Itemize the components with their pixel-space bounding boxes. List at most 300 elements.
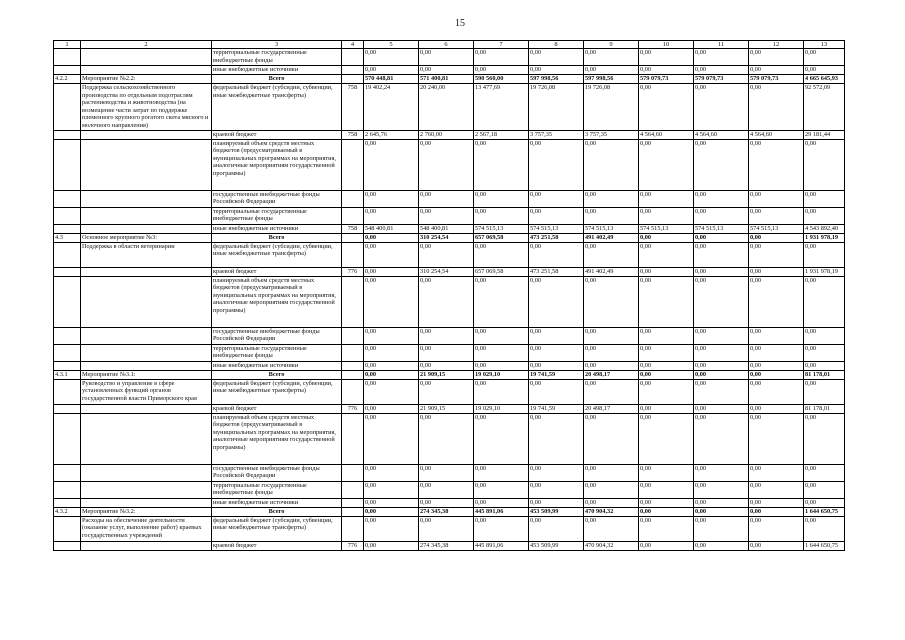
amount-cell: 0,00 xyxy=(804,464,845,481)
budget-code-cell xyxy=(342,242,364,267)
amount-cell: 0,00 xyxy=(529,464,584,481)
amount-cell: 597 998,56 xyxy=(529,75,584,84)
budget-code-cell xyxy=(342,507,364,516)
amount-cell: 1 644 650,75 xyxy=(804,507,845,516)
amount-cell: 20 240,00 xyxy=(419,84,474,131)
funding-source-cell: государственные внебюджетные фонды Российской Федерации xyxy=(212,327,342,344)
amount-cell: 491 402,49 xyxy=(584,267,639,276)
activity-name-cell xyxy=(81,481,212,498)
amount-cell: 0,00 xyxy=(364,242,419,267)
row-number-cell xyxy=(54,327,81,344)
funding-source-cell: иные внебюджетные источники xyxy=(212,361,342,370)
budget-code-cell xyxy=(342,413,364,464)
amount-cell: 0,00 xyxy=(474,49,529,66)
amount-cell: 310 254,54 xyxy=(419,233,474,242)
amount-cell: 0,00 xyxy=(694,379,749,404)
budget-code-cell xyxy=(342,49,364,66)
amount-cell: 0,00 xyxy=(804,242,845,267)
amount-cell: 29 181,44 xyxy=(804,130,845,139)
budget-code-cell xyxy=(342,207,364,224)
amount-cell: 0,00 xyxy=(419,276,474,327)
amount-cell: 0,00 xyxy=(639,84,694,131)
funding-source-cell: краевой бюджет xyxy=(212,404,342,413)
row-number-cell xyxy=(54,267,81,276)
amount-cell: 0,00 xyxy=(639,481,694,498)
amount-cell: 574 515,13 xyxy=(694,224,749,233)
amount-cell: 0,00 xyxy=(639,233,694,242)
amount-cell: 81 178,01 xyxy=(804,404,845,413)
activity-name-cell xyxy=(81,224,212,233)
amount-cell: 0,00 xyxy=(749,379,804,404)
table-row xyxy=(54,224,845,233)
amount-cell: 0,00 xyxy=(749,233,804,242)
amount-cell: 0,00 xyxy=(694,413,749,464)
amount-cell: 0,00 xyxy=(474,481,529,498)
amount-cell: 0,00 xyxy=(364,370,419,379)
amount-cell: 0,00 xyxy=(749,498,804,507)
activity-name-cell xyxy=(81,190,212,207)
amount-cell: 0,00 xyxy=(364,464,419,481)
amount-cell: 0,00 xyxy=(804,516,845,541)
amount-cell: 0,00 xyxy=(364,404,419,413)
activity-name-cell: Мероприятие №3.1: xyxy=(81,370,212,379)
amount-cell: 0,00 xyxy=(639,404,694,413)
amount-cell: 570 448,81 xyxy=(364,75,419,84)
amount-cell: 0,00 xyxy=(584,361,639,370)
table-row xyxy=(54,361,845,370)
amount-cell: 0,00 xyxy=(694,267,749,276)
amount-cell: 19 029,10 xyxy=(474,370,529,379)
amount-cell: 0,00 xyxy=(364,507,419,516)
table-row xyxy=(54,481,845,498)
amount-cell: 0,00 xyxy=(639,541,694,550)
amount-cell: 0,00 xyxy=(419,207,474,224)
amount-cell: 0,00 xyxy=(639,413,694,464)
amount-cell: 0,00 xyxy=(474,327,529,344)
amount-cell: 0,00 xyxy=(694,66,749,75)
amount-cell: 19 402,24 xyxy=(364,84,419,131)
column-number: 11 xyxy=(694,41,749,49)
row-number-cell: 4.3.2 xyxy=(54,507,81,516)
amount-cell: 0,00 xyxy=(584,516,639,541)
funding-source-cell: территориальные государственные внебюджетные фонды xyxy=(212,481,342,498)
amount-cell: 0,00 xyxy=(749,481,804,498)
budget-code-cell xyxy=(342,464,364,481)
amount-cell: 0,00 xyxy=(529,379,584,404)
table-row xyxy=(54,516,845,541)
amount-cell: 19 741,59 xyxy=(529,370,584,379)
amount-cell: 0,00 xyxy=(419,498,474,507)
amount-cell: 0,00 xyxy=(364,481,419,498)
funding-source-cell: иные внебюджетные источники xyxy=(212,66,342,75)
amount-cell: 0,00 xyxy=(749,242,804,267)
activity-name-cell xyxy=(81,541,212,550)
amount-cell: 0,00 xyxy=(584,481,639,498)
row-number-cell: 4.2.2 xyxy=(54,75,81,84)
amount-cell: 0,00 xyxy=(364,190,419,207)
funding-source-cell: государственные внебюджетные фонды Российской Федерации xyxy=(212,464,342,481)
amount-cell: 0,00 xyxy=(529,276,584,327)
budget-code-cell xyxy=(342,233,364,242)
activity-name-cell: Основное мероприятие №3: xyxy=(81,233,212,242)
amount-cell: 0,00 xyxy=(584,379,639,404)
funding-source-cell: федеральный бюджет (субсидии, субвенции, иные межбюджетные трансферты) xyxy=(212,242,342,267)
funding-source-cell: Всего xyxy=(212,370,342,379)
amount-cell: 0,00 xyxy=(639,361,694,370)
amount-cell: 0,00 xyxy=(694,464,749,481)
table-row xyxy=(54,49,845,66)
amount-cell: 19 029,10 xyxy=(474,404,529,413)
row-number-cell xyxy=(54,139,81,190)
amount-cell: 0,00 xyxy=(419,361,474,370)
funding-source-cell: территориальные государственные внебюджетные фонды xyxy=(212,344,342,361)
amount-cell: 0,00 xyxy=(749,361,804,370)
amount-cell: 0,00 xyxy=(749,139,804,190)
row-number-cell xyxy=(54,413,81,464)
amount-cell: 0,00 xyxy=(474,242,529,267)
amount-cell: 0,00 xyxy=(749,464,804,481)
amount-cell: 0,00 xyxy=(584,242,639,267)
amount-cell: 0,00 xyxy=(749,49,804,66)
table-row xyxy=(54,498,845,507)
amount-cell: 453 509,99 xyxy=(529,541,584,550)
amount-cell: 0,00 xyxy=(474,66,529,75)
row-number-cell xyxy=(54,516,81,541)
amount-cell: 0,00 xyxy=(364,276,419,327)
funding-source-cell: краевой бюджет xyxy=(212,130,342,139)
amount-cell: 0,00 xyxy=(584,207,639,224)
budget-code-cell: 776 xyxy=(342,267,364,276)
amount-cell: 0,00 xyxy=(639,49,694,66)
activity-name-cell xyxy=(81,49,212,66)
amount-cell: 0,00 xyxy=(364,139,419,190)
row-number-cell xyxy=(54,66,81,75)
column-number: 5 xyxy=(364,41,419,49)
amount-cell: 473 251,58 xyxy=(529,233,584,242)
amount-cell: 4 564,60 xyxy=(749,130,804,139)
table-row xyxy=(54,413,845,464)
amount-cell: 0,00 xyxy=(639,207,694,224)
amount-cell: 0,00 xyxy=(419,327,474,344)
amount-cell: 3 757,35 xyxy=(529,130,584,139)
amount-cell: 0,00 xyxy=(749,516,804,541)
amount-cell: 0,00 xyxy=(419,481,474,498)
amount-cell: 310 254,54 xyxy=(419,267,474,276)
activity-name-cell: Поддержка сельскохозяйственного производства по отдельным подотраслям растениеводства и животноводства (на возмещение части затрат по поддержке племенного крупного рогатого скота мясного и молочного направления) xyxy=(81,84,212,131)
amount-cell: 0,00 xyxy=(639,516,694,541)
funding-source-cell: планируемый объем средств местных бюджетов (предусматриваемый в муниципальных программах на мероприятия, аналогичные мероприятиям государственной программы) xyxy=(212,139,342,190)
amount-cell: 0,00 xyxy=(694,49,749,66)
funding-source-cell: краевой бюджет xyxy=(212,267,342,276)
activity-name-cell xyxy=(81,361,212,370)
budget-code-cell xyxy=(342,516,364,541)
table-row xyxy=(54,84,845,131)
amount-cell: 453 509,99 xyxy=(529,507,584,516)
table-row xyxy=(54,233,845,242)
amount-cell: 0,00 xyxy=(639,242,694,267)
amount-cell: 0,00 xyxy=(474,190,529,207)
column-number: 13 xyxy=(804,41,845,49)
row-number-cell: 4.3 xyxy=(54,233,81,242)
table-row xyxy=(54,242,845,267)
amount-cell: 590 560,00 xyxy=(474,75,529,84)
row-number-cell xyxy=(54,207,81,224)
amount-cell: 445 891,06 xyxy=(474,541,529,550)
amount-cell: 0,00 xyxy=(584,327,639,344)
funding-source-cell: иные внебюджетные источники xyxy=(212,498,342,507)
row-number-cell xyxy=(54,481,81,498)
row-number-cell xyxy=(54,49,81,66)
funding-source-cell: Всего xyxy=(212,507,342,516)
amount-cell: 0,00 xyxy=(419,516,474,541)
amount-cell: 21 909,15 xyxy=(419,404,474,413)
amount-cell: 0,00 xyxy=(804,413,845,464)
budget-code-cell xyxy=(342,327,364,344)
funding-source-cell: федеральный бюджет (субсидии, субвенции, иные межбюджетные трансферты) xyxy=(212,379,342,404)
amount-cell: 0,00 xyxy=(804,276,845,327)
column-number: 1 xyxy=(54,41,81,49)
amount-cell: 579 079,73 xyxy=(749,75,804,84)
amount-cell: 0,00 xyxy=(694,498,749,507)
amount-cell: 0,00 xyxy=(639,379,694,404)
amount-cell: 0,00 xyxy=(694,507,749,516)
amount-cell: 20 498,17 xyxy=(584,370,639,379)
row-number-cell xyxy=(54,84,81,131)
column-number: 12 xyxy=(749,41,804,49)
amount-cell: 19 726,08 xyxy=(584,84,639,131)
amount-cell: 657 069,58 xyxy=(474,267,529,276)
column-number: 8 xyxy=(529,41,584,49)
budget-code-cell: 758 xyxy=(342,84,364,131)
amount-cell: 0,00 xyxy=(804,139,845,190)
amount-cell: 0,00 xyxy=(639,344,694,361)
amount-cell: 0,00 xyxy=(694,404,749,413)
row-number-cell xyxy=(54,379,81,404)
amount-cell: 0,00 xyxy=(529,481,584,498)
amount-cell: 0,00 xyxy=(364,267,419,276)
funding-source-cell: планируемый объем средств местных бюджетов (предусматриваемый в муниципальных программах на мероприятия, аналогичные мероприятиям государственной программы) xyxy=(212,276,342,327)
amount-cell: 4 564,60 xyxy=(694,130,749,139)
amount-cell: 0,00 xyxy=(694,190,749,207)
activity-name-cell xyxy=(81,207,212,224)
amount-cell: 0,00 xyxy=(419,49,474,66)
column-number: 3 xyxy=(212,41,342,49)
amount-cell: 0,00 xyxy=(419,190,474,207)
table-row xyxy=(54,276,845,327)
row-number-cell xyxy=(54,464,81,481)
budget-code-cell xyxy=(342,190,364,207)
funding-source-cell: иные внебюджетные источники xyxy=(212,224,342,233)
amount-cell: 548 400,81 xyxy=(419,224,474,233)
row-number-cell xyxy=(54,344,81,361)
amount-cell: 0,00 xyxy=(584,49,639,66)
table-row xyxy=(54,207,845,224)
table-row xyxy=(54,66,845,75)
amount-cell: 19 741,59 xyxy=(529,404,584,413)
amount-cell: 1 644 650,75 xyxy=(804,541,845,550)
activity-name-cell xyxy=(81,464,212,481)
amount-cell: 0,00 xyxy=(364,344,419,361)
amount-cell: 0,00 xyxy=(694,233,749,242)
amount-cell: 0,00 xyxy=(749,207,804,224)
amount-cell: 0,00 xyxy=(474,344,529,361)
amount-cell: 0,00 xyxy=(694,327,749,344)
amount-cell: 0,00 xyxy=(804,379,845,404)
amount-cell: 0,00 xyxy=(804,361,845,370)
amount-cell: 0,00 xyxy=(529,413,584,464)
amount-cell: 579 079,73 xyxy=(639,75,694,84)
funding-source-cell: Всего xyxy=(212,75,342,84)
amount-cell: 0,00 xyxy=(749,413,804,464)
table-row xyxy=(54,379,845,404)
amount-cell: 2 760,00 xyxy=(419,130,474,139)
table-row xyxy=(54,75,845,84)
amount-cell: 1 931 978,19 xyxy=(804,233,845,242)
amount-cell: 0,00 xyxy=(639,66,694,75)
budget-code-cell: 758 xyxy=(342,130,364,139)
amount-cell: 0,00 xyxy=(419,464,474,481)
amount-cell: 0,00 xyxy=(694,344,749,361)
amount-cell: 0,00 xyxy=(639,498,694,507)
amount-cell: 574 515,13 xyxy=(639,224,694,233)
activity-name-cell xyxy=(81,413,212,464)
table-row xyxy=(54,370,845,379)
amount-cell: 0,00 xyxy=(474,498,529,507)
amount-cell: 0,00 xyxy=(419,242,474,267)
budget-code-cell xyxy=(342,139,364,190)
activity-name-cell xyxy=(81,404,212,413)
table-row xyxy=(54,344,845,361)
amount-cell: 0,00 xyxy=(529,190,584,207)
amount-cell: 0,00 xyxy=(749,404,804,413)
amount-cell: 81 178,01 xyxy=(804,370,845,379)
amount-cell: 473 251,58 xyxy=(529,267,584,276)
amount-cell: 0,00 xyxy=(419,66,474,75)
amount-cell: 0,00 xyxy=(804,49,845,66)
activity-name-cell xyxy=(81,327,212,344)
row-number-cell xyxy=(54,404,81,413)
amount-cell: 0,00 xyxy=(364,413,419,464)
amount-cell: 571 400,81 xyxy=(419,75,474,84)
amount-cell: 0,00 xyxy=(529,327,584,344)
column-number: 7 xyxy=(474,41,529,49)
amount-cell: 574 515,13 xyxy=(474,224,529,233)
amount-cell: 0,00 xyxy=(804,344,845,361)
activity-name-cell xyxy=(81,276,212,327)
amount-cell: 0,00 xyxy=(529,498,584,507)
amount-cell: 0,00 xyxy=(474,516,529,541)
column-number: 2 xyxy=(81,41,212,49)
row-number-cell xyxy=(54,541,81,550)
amount-cell: 274 345,38 xyxy=(419,507,474,516)
table-row xyxy=(54,541,845,550)
activity-name-cell xyxy=(81,344,212,361)
amount-cell: 0,00 xyxy=(584,276,639,327)
amount-cell: 1 931 978,19 xyxy=(804,267,845,276)
amount-cell: 13 477,69 xyxy=(474,84,529,131)
activity-name-cell: Расходы на обеспечение деятельности (оказание услуг, выполнение работ) краевых государственных учреждений xyxy=(81,516,212,541)
amount-cell: 574 515,13 xyxy=(584,224,639,233)
funding-source-cell: Всего xyxy=(212,233,342,242)
amount-cell: 0,00 xyxy=(364,379,419,404)
amount-cell: 20 498,17 xyxy=(584,404,639,413)
amount-cell: 0,00 xyxy=(474,361,529,370)
amount-cell: 0,00 xyxy=(529,139,584,190)
amount-cell: 0,00 xyxy=(749,66,804,75)
amount-cell: 0,00 xyxy=(364,207,419,224)
amount-cell: 0,00 xyxy=(529,49,584,66)
amount-cell: 657 069,58 xyxy=(474,233,529,242)
budget-code-cell xyxy=(342,66,364,75)
amount-cell: 0,00 xyxy=(639,190,694,207)
amount-cell: 0,00 xyxy=(584,190,639,207)
amount-cell: 579 079,73 xyxy=(694,75,749,84)
amount-cell: 0,00 xyxy=(584,498,639,507)
amount-cell: 0,00 xyxy=(694,370,749,379)
amount-cell: 0,00 xyxy=(639,507,694,516)
amount-cell: 0,00 xyxy=(584,139,639,190)
amount-cell: 2 645,76 xyxy=(364,130,419,139)
table-row xyxy=(54,507,845,516)
amount-cell: 0,00 xyxy=(749,84,804,131)
amount-cell: 0,00 xyxy=(749,327,804,344)
amount-cell: 0,00 xyxy=(639,139,694,190)
column-number: 9 xyxy=(584,41,639,49)
row-number-cell xyxy=(54,276,81,327)
amount-cell: 0,00 xyxy=(529,66,584,75)
amount-cell: 0,00 xyxy=(364,498,419,507)
amount-cell: 574 515,13 xyxy=(749,224,804,233)
amount-cell: 0,00 xyxy=(749,267,804,276)
amount-cell: 0,00 xyxy=(529,207,584,224)
amount-cell: 0,00 xyxy=(749,370,804,379)
budget-code-cell xyxy=(342,370,364,379)
amount-cell: 0,00 xyxy=(584,413,639,464)
activity-name-cell: Мероприятие №3.2: xyxy=(81,507,212,516)
amount-cell: 0,00 xyxy=(694,242,749,267)
amount-cell: 4 564,60 xyxy=(639,130,694,139)
amount-cell: 0,00 xyxy=(364,233,419,242)
amount-cell: 92 572,09 xyxy=(804,84,845,131)
funding-source-cell: планируемый объем средств местных бюджетов (предусматриваемый в муниципальных программах на мероприятия, аналогичные мероприятиям государственной программы) xyxy=(212,413,342,464)
amount-cell: 597 998,56 xyxy=(584,75,639,84)
amount-cell: 0,00 xyxy=(694,516,749,541)
amount-cell: 21 909,15 xyxy=(419,370,474,379)
amount-cell: 0,00 xyxy=(364,66,419,75)
amount-cell: 0,00 xyxy=(364,516,419,541)
table-row xyxy=(54,190,845,207)
amount-cell: 0,00 xyxy=(804,66,845,75)
budget-code-cell xyxy=(342,75,364,84)
amount-cell: 0,00 xyxy=(804,190,845,207)
budget-code-cell xyxy=(342,498,364,507)
budget-table xyxy=(53,40,845,551)
amount-cell: 2 567,18 xyxy=(474,130,529,139)
amount-cell: 0,00 xyxy=(639,464,694,481)
row-number-cell xyxy=(54,361,81,370)
amount-cell: 0,00 xyxy=(694,207,749,224)
funding-source-cell: федеральный бюджет (субсидии, субвенции, иные межбюджетные трансферты) xyxy=(212,84,342,131)
column-number: 4 xyxy=(342,41,364,49)
table-row xyxy=(54,130,845,139)
amount-cell: 0,00 xyxy=(749,507,804,516)
amount-cell: 0,00 xyxy=(364,361,419,370)
amount-cell: 0,00 xyxy=(804,207,845,224)
funding-source-cell: федеральный бюджет (субсидии, субвенции, иные межбюджетные трансферты) xyxy=(212,516,342,541)
amount-cell: 0,00 xyxy=(419,344,474,361)
amount-cell: 0,00 xyxy=(474,207,529,224)
amount-cell: 470 904,32 xyxy=(584,507,639,516)
